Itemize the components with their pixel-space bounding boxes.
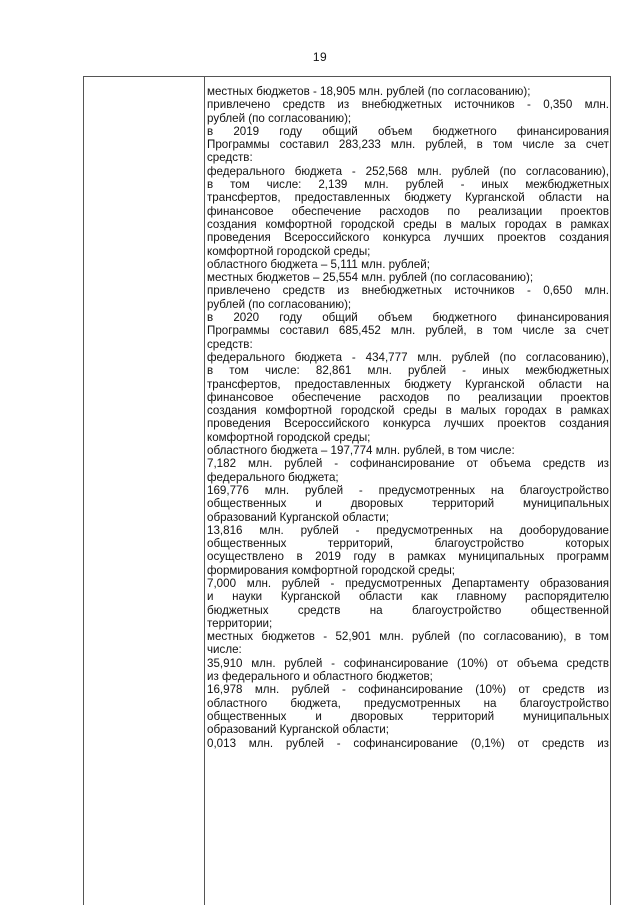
text-line: комфортной городской среды; [207, 244, 371, 258]
column-divider [204, 77, 205, 905]
content-table [83, 76, 611, 905]
text-line: Программы составил 685,452 млн. рублей, в том числе за счет [207, 324, 609, 338]
text-line: общественных территорий, благоустройство которых [207, 537, 609, 551]
text-line: территории; [207, 616, 273, 630]
text-line: местных бюджетов - 18,905 млн. рублей (по согласованию); [207, 85, 531, 98]
text-line: федерального бюджета - 434,777 млн. рублей (по согласованию), [207, 350, 609, 364]
text-line: создания комфортной городской среды в малых городах в рамках [207, 217, 609, 231]
text-line: 7,182 млн. рублей - софинансирование от объема средств из [207, 457, 609, 471]
text-line: областного бюджета, предусмотренных на благоустройство [207, 696, 609, 710]
text-line: осуществлено в 2019 году в рамках муниципальных программ [207, 550, 609, 564]
text-line: и науки Курганской области как главному распорядителю [207, 590, 609, 604]
text-line: числе: [207, 643, 242, 657]
text-line: рублей (по согласованию); [207, 297, 352, 311]
text-line: образований Курганской области; [207, 510, 389, 524]
text-line: из федерального и областного бюджетов; [207, 670, 433, 684]
text-line: комфортной городской среды; [207, 430, 371, 444]
text-line: областного бюджета – 5,111 млн. рублей; [207, 257, 430, 271]
text-line: федерального бюджета; [207, 470, 339, 484]
text-line: 13,816 млн. рублей - предусмотренных на дооборудование [207, 523, 609, 537]
page-number: 19 [312, 50, 328, 64]
text-line: общественных и дворовых территорий муниципальных [207, 497, 609, 511]
text-line: финансовое обеспечение расходов по реализации проектов [207, 390, 609, 404]
text-line: 16,978 млн. рублей - софинансирование (10%) от средств из [207, 683, 609, 697]
text-line: местных бюджетов – 25,554 млн. рублей (по согласованию); [207, 271, 534, 285]
text-line: рублей (по согласованию); [207, 111, 352, 125]
text-line: формирования комфортной городской среды; [207, 563, 456, 577]
text-line: привлечено средств из внебюджетных источников - 0,650 млн. [207, 284, 609, 298]
text-line: в 2020 году общий объем бюджетного финансирования [207, 311, 609, 325]
text-line: Программы составил 283,233 млн. рублей, в том числе за счет [207, 138, 609, 152]
text-line: 35,910 млн. рублей - софинансирование (10%) от объема средств [207, 656, 609, 670]
text-line: финансовое обеспечение расходов по реализации проектов [207, 204, 609, 218]
text-line: средств: [207, 151, 253, 165]
text-line: общественных и дворовых территорий муниципальных [207, 709, 609, 723]
text-line: местных бюджетов - 52,901 млн. рублей (по согласованию), в том [207, 630, 609, 644]
text-line: в том числе: 2,139 млн. рублей - иных межбюджетных [207, 178, 609, 192]
text-line: трансфертов, предоставленных бюджету Курганской области на [207, 191, 609, 205]
text-line: средств: [207, 337, 253, 351]
text-line: привлечено средств из внебюджетных источников - 0,350 млн. [207, 98, 609, 112]
text-line: трансфертов, предоставленных бюджету Курганской области на [207, 377, 609, 391]
text-line: в 2019 году общий объем бюджетного финансирования [207, 124, 609, 138]
text-line: проведения Всероссийского конкурса лучших проектов создания [207, 231, 609, 245]
text-line: 169,776 млн. рублей - предусмотренных на благоустройство [207, 483, 609, 497]
program-funding-text-cell [207, 85, 609, 750]
text-line: проведения Всероссийского конкурса лучших проектов создания [207, 417, 609, 431]
text-line: 7,000 млн. рублей - предусмотренных Департаменту образования [207, 576, 609, 590]
text-line: федерального бюджета - 252,568 млн. рублей (по согласованию), [207, 164, 609, 178]
text-line: 0,013 млн. рублей - софинансирование (0,1%) от средств из [207, 736, 609, 750]
text-line: в том числе: 82,861 млн. рублей - иных межбюджетных [207, 364, 609, 378]
text-line: областного бюджета – 197,774 млн. рублей, в том числе: [207, 444, 515, 458]
text-line: создания комфортной городской среды в малых городах в рамках [207, 404, 609, 418]
text-line: образований Курганской области; [207, 723, 389, 737]
text-line: бюджетных средств на благоустройство общественной [207, 603, 609, 617]
